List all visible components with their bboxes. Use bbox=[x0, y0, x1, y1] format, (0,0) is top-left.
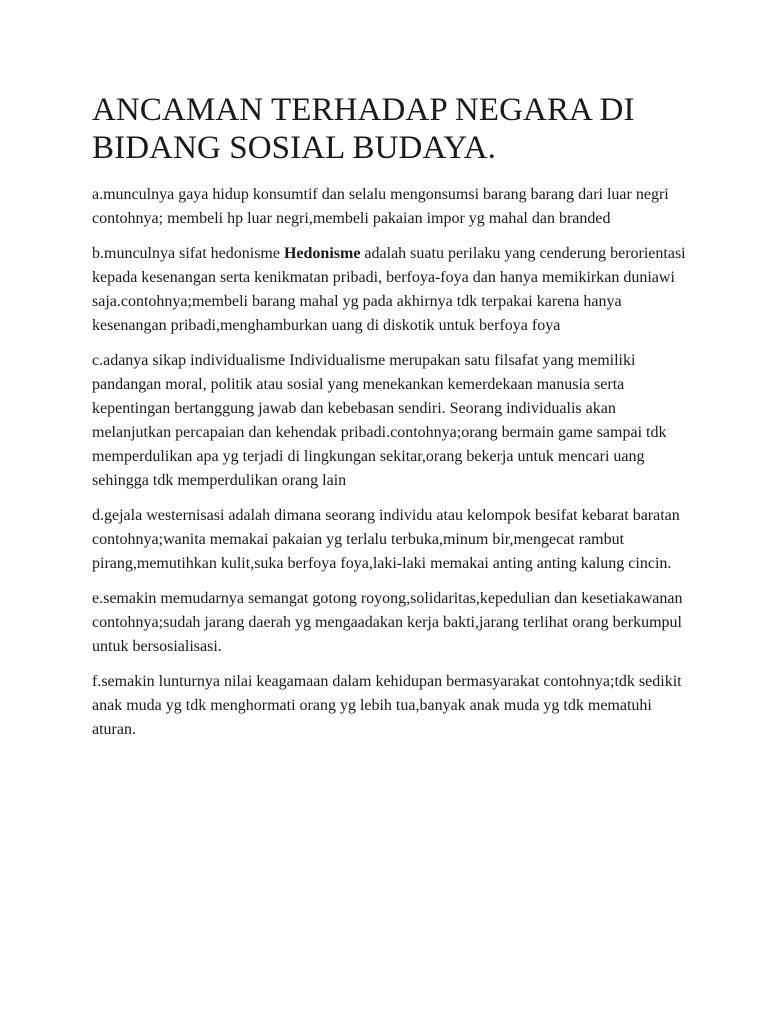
paragraph-b bbox=[92, 242, 692, 338]
document-title: ANCAMAN TERHADAP NEGARA DI BIDANG SOSIAL BUDAYA. bbox=[92, 92, 635, 166]
paragraph-c: c.adanya sikap individualisme Individualisme merupakan satu filsafat yang memiliki pandangan moral, politik atau sosial yang menekankan kemerdekaan manusia serta kepentingan bertanggung jawab dan kebebasan sendiri. Seorang individualis akan melanjutkan percapaian dan kehendak pribadi.contohnya;orang bermain game sampai tdk memperdulikan apa yg terjadi di lingkungan sekitar,orang bekerja untuk mencari uang sehingga tdk memperdulikan orang lain bbox=[92, 352, 667, 489]
document-content bbox=[92, 91, 692, 753]
paragraph-a: a.munculnya gaya hidup konsumtif dan selalu mengonsumsi barang barang dari luar negri contohnya; membeli hp luar negri,membeli pakaian impor yg mahal dan branded bbox=[92, 186, 669, 227]
paragraph-d: d.gejala westernisasi adalah dimana seorang individu atau kelompok besifat kebarat baratan contohnya;wanita memakai pakaian yg terlalu terbuka,minum bir,mengecat rambut pirang,memutihkan kulit,suka berfoya foya,laki-laki memakai anting anting kalung cincin. bbox=[92, 507, 680, 572]
paragraph-b-body: adalah suatu perilaku yang cenderung berorientasi kepada kesenangan serta kenikmatan pribadi, berfoya-foya dan hanya memikirkan duniawi saja.contohnya;membeli barang mahal yg pada akhirnya tdk terpakai karena hanya kesenangan pribadi,menghamburkan uang di diskotik untuk berfoya foya bbox=[92, 245, 686, 334]
paragraph-b-intro: b.munculnya sifat hedonisme bbox=[92, 245, 284, 262]
paragraph-b-bold-term: Hedonisme bbox=[283, 245, 361, 262]
paragraph-f: f.semakin lunturnya nilai keagamaan dalam kehidupan bermasyarakat contohnya;tdk sedikit anak muda yg tdk menghormati orang yg lebih tua,banyak anak muda yg tdk mematuhi aturan. bbox=[92, 673, 682, 738]
paragraph-e: e.semakin memudarnya semangat gotong royong,solidaritas,kepedulian dan kesetiakawanan contohnya;sudah jarang daerah yg mengaadakan kerja bakti,jarang terlihat orang berkumpul untuk bersosialisasi. bbox=[92, 590, 683, 655]
